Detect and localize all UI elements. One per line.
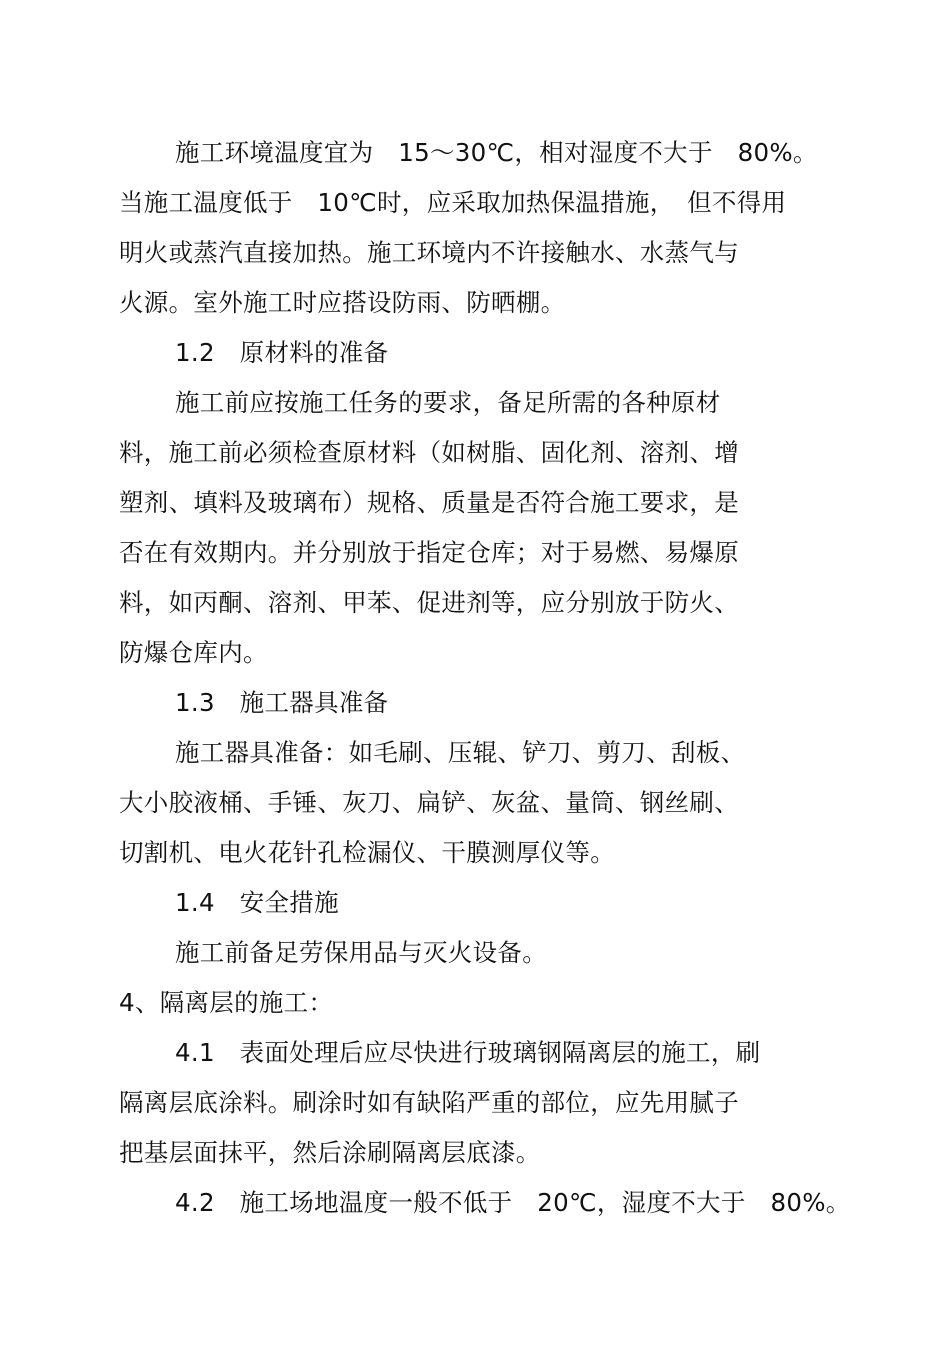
text-line: 把基层面抹平，然后涂刷隔离层底漆。: [119, 1138, 541, 1167]
section-heading: 4、隔离层的施工：: [119, 988, 334, 1017]
text-line: 火源。室外施工时应搭设防雨、防晒棚。: [119, 288, 566, 317]
text-line: 当施工温度低于 10℃时，应采取加热保温措施， 但不得用: [119, 188, 787, 217]
text-line: 明火或蒸汽直接加热。施工环境内不许接触水、水蒸气与: [119, 238, 739, 267]
text-line: 4.1 表面处理后应尽快进行玻璃钢隔离层的施工，刷: [175, 1038, 761, 1067]
section-heading: 1.3 施工器具准备: [175, 688, 389, 717]
text-line: 料，如丙酮、溶剂、甲苯、促进剂等，应分别放于防火、: [119, 588, 739, 617]
text-line: 施工器具准备：如毛刷、压辊、铲刀、剪刀、刮板、: [175, 738, 746, 767]
text-line: 料，施工前必须检查原材料（如树脂、固化剂、溶剂、增: [119, 438, 739, 467]
text-line: 否在有效期内。并分别放于指定仓库；对于易燃、易爆原: [119, 538, 739, 567]
text-line: 施工前应按施工任务的要求，备足所需的各种原材: [175, 388, 721, 417]
text-line: 切割机、电火花针孔检漏仪、干膜测厚仪等。: [119, 838, 615, 867]
text-line: 防爆仓库内。: [119, 638, 268, 667]
text-line: 塑剂、填料及玻璃布）规格、质量是否符合施工要求，是: [119, 488, 739, 517]
section-heading: 1.4 安全措施: [175, 888, 339, 917]
text-line: 隔离层底涂料。刷涂时如有缺陷严重的部位，应先用腻子: [119, 1088, 739, 1117]
text-line: 大小胶液桶、手锤、灰刀、扁铲、灰盆、量筒、钢丝刷、: [119, 788, 739, 817]
section-heading: 1.2 原材料的准备: [175, 338, 389, 367]
text-line: 施工前备足劳保用品与灭火设备。: [175, 938, 547, 967]
text-line: 4.2 施工场地温度一般不低于 20℃，湿度不大于 80%。: [175, 1188, 851, 1217]
text-line: 施工环境温度宜为 15～30℃，相对湿度不大于 80%。: [175, 138, 818, 167]
